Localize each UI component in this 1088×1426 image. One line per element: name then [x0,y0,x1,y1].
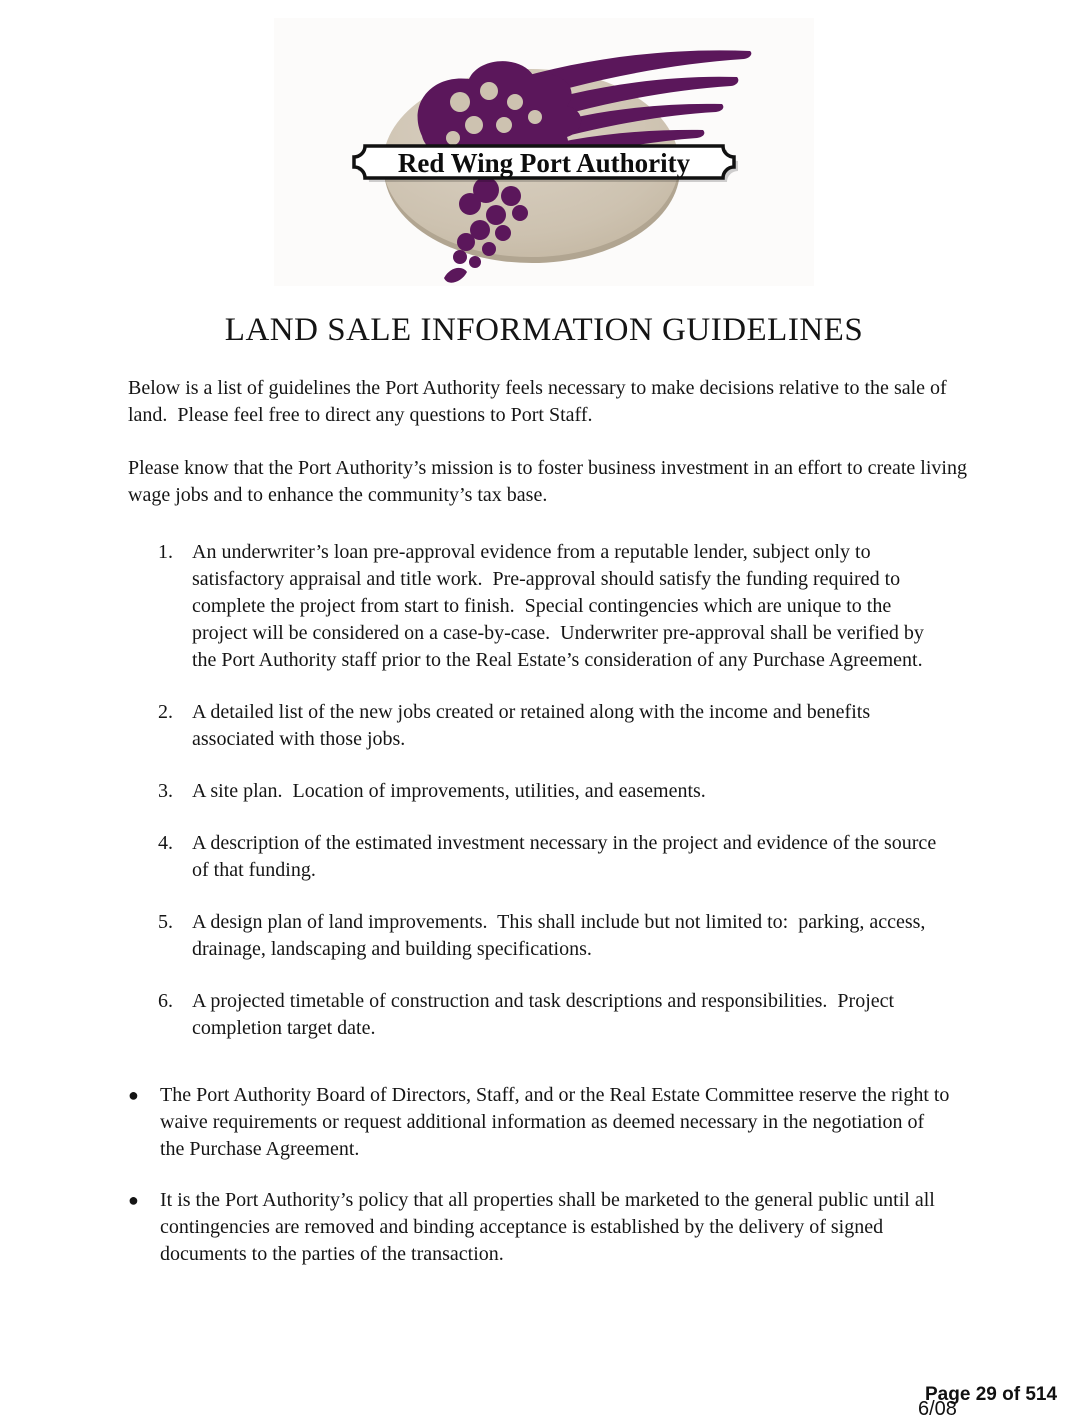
list-item-text: A description of the estimated investment necessary in the project and evidence of the source of that funding. [192,832,942,881]
list-item-text: It is the Port Authority’s policy that all properties shall be marketed to the general public until all contingencies are removed and binding acceptance is established by the delivery of signed documents to the parties of the transaction. [160,1189,940,1265]
list-item [158,909,1088,963]
list-item [128,1082,1088,1163]
bullet-notes-list [0,1082,1088,1268]
list-item-number: 6. [158,990,173,1012]
numbered-guidelines-list [0,539,1088,1042]
wing-logo-icon [274,18,814,286]
page-number: Page 29 of 514 [925,1384,1058,1405]
list-item-number: 1. [158,541,173,563]
list-item [158,988,1088,1042]
intro-paragraph-2: Please know that the Port Authority’s mission is to foster business investment in an effort to create living wage jobs and to enhance the community’s tax base. [128,457,972,506]
list-item-text: A detailed list of the new jobs created or retained along with the income and benefits associated with those jobs. [192,701,876,750]
list-item [158,830,1088,884]
footer-date: 6/08 [918,1398,957,1420]
list-item [128,1187,1088,1268]
list-item-number: 5. [158,911,173,933]
list-item-number: 4. [158,832,173,854]
document-page [0,18,1088,1426]
list-item-number: 3. [158,780,173,802]
list-item-text: An underwriter’s loan pre-approval evidence from a reputable lender, subject only to satisfactory appraisal and title work. Pre-approval should satisfy the funding required to complete the project from start to finish. Special contingencies which are unique to the project will be considered on a case-by-case. Underwriter pre-approval shall be verified by the Port Authority staff prior to the Real Estate’s consideration of any Purchase Agreement. [192,541,929,671]
intro-paragraph-1: Below is a list of guidelines the Port Authority feels necessary to make decisions relative to the sale of land. Please feel free to direct any questions to Port Staff. [128,377,952,426]
list-item-number: 2. [158,701,173,723]
list-item [158,778,1088,805]
list-item-text: A design plan of land improvements. This shall include but not limited to: parking, access, drainage, landscaping and building specifications. [192,911,931,960]
red-wing-port-authority-logo [274,18,814,286]
list-item [158,699,1088,753]
banner-text: Red Wing Port Authority [397,148,691,178]
list-item [158,539,1088,674]
bullet-icon: ● [128,1085,139,1105]
page-title: LAND SALE INFORMATION GUIDELINES [224,312,864,348]
bullet-icon: ● [128,1190,139,1210]
list-item-text: The Port Authority Board of Directors, Staff, and or the Real Estate Committee reserve the right to waive requirements or request additional information as deemed necessary in the negotiation of the Purchase Agreement. [160,1084,955,1160]
list-item-text: A site plan. Location of improvements, utilities, and easements. [192,780,706,802]
list-item-text: A projected timetable of construction and task descriptions and responsibilities. Project completion target date. [192,990,900,1039]
